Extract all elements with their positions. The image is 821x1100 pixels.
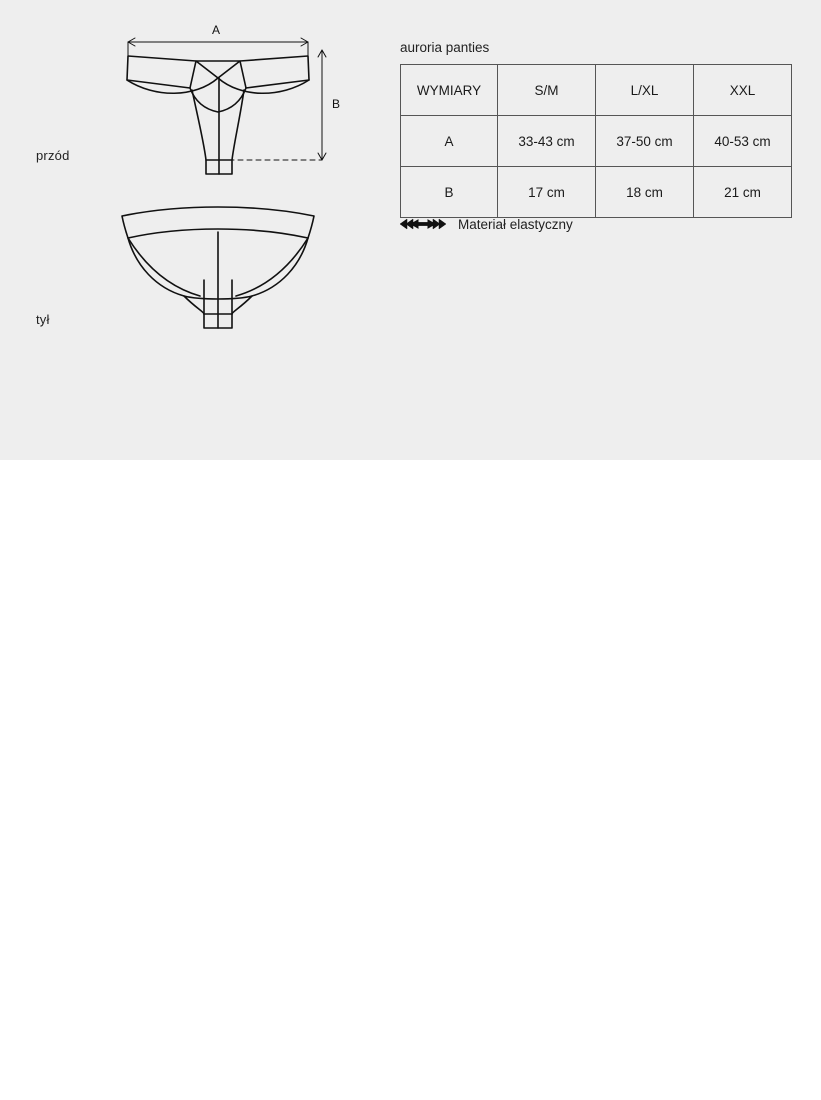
dimension-b-letter: B (332, 97, 341, 111)
cell-a-xxl: 40-53 cm (694, 116, 792, 167)
elastic-material-label: Materiał elastyczny (458, 216, 573, 232)
back-view-illustration (100, 196, 360, 341)
back-view-label: tył (36, 312, 50, 327)
size-table (400, 64, 792, 218)
double-arrow-horizontal-icon (400, 216, 446, 232)
blank-area (0, 460, 821, 1100)
cell-a-lxl: 37-50 cm (596, 116, 694, 167)
table-header-xxl: XXL (694, 65, 792, 116)
table-header-sm: S/M (498, 65, 596, 116)
front-view-label: przód (36, 148, 70, 163)
cell-a-sm: 33-43 cm (498, 116, 596, 167)
table-column (399, 0, 821, 460)
cell-b-xxl: 21 cm (694, 167, 792, 218)
illustration-column (0, 0, 390, 460)
cell-b-lxl: 18 cm (596, 167, 694, 218)
row-label-a: A (401, 116, 498, 167)
table-row (401, 116, 792, 167)
table-header-dimensions: WYMIARY (401, 65, 498, 116)
product-name: auroria panties (400, 40, 490, 55)
dimension-a-letter: A (212, 23, 221, 37)
table-header-row (401, 65, 792, 116)
front-view-illustration (100, 18, 360, 178)
table-row (401, 167, 792, 218)
row-label-b: B (401, 167, 498, 218)
cell-b-sm: 17 cm (498, 167, 596, 218)
table-header-lxl: L/XL (596, 65, 694, 116)
elastic-material-note (400, 216, 573, 232)
size-chart-panel (0, 0, 821, 460)
